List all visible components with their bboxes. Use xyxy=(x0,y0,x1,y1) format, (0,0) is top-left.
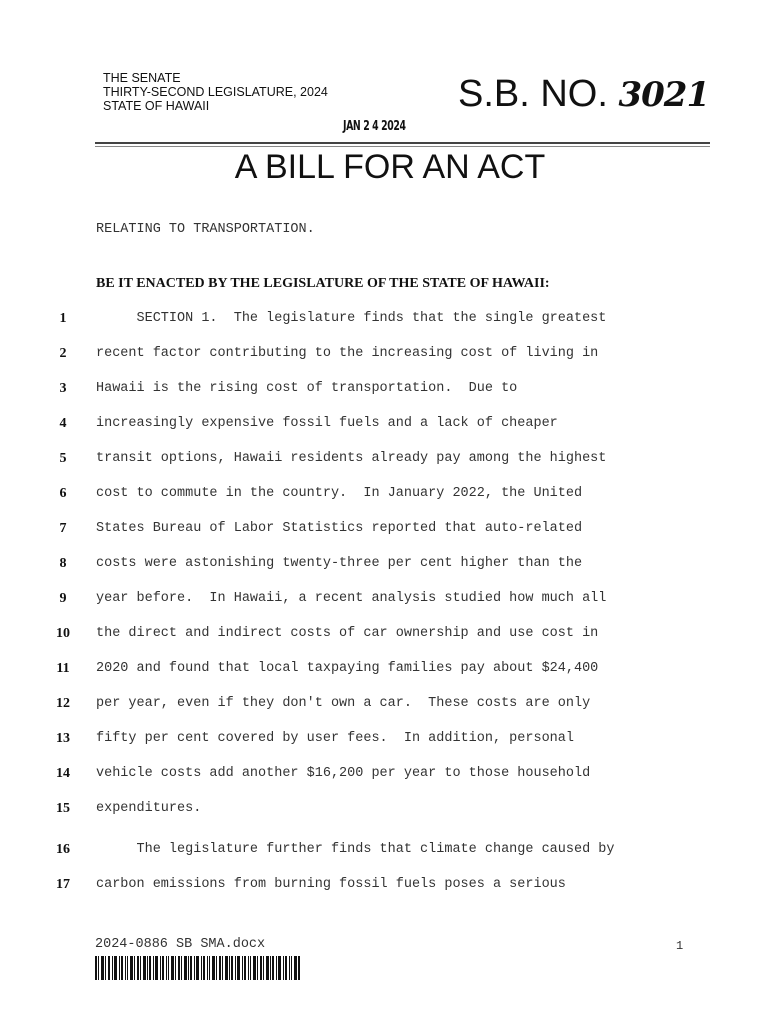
line-text: carbon emissions from burning fossil fuels poses a serious xyxy=(96,877,566,892)
numbered-line xyxy=(0,553,770,588)
line-number: 11 xyxy=(56,661,70,676)
line-text: fifty per cent covered by user fees. In addition, personal xyxy=(96,731,574,746)
numbered-line xyxy=(0,378,770,413)
line-text: SECTION 1. The legislature finds that the single greatest xyxy=(96,311,607,326)
handwritten-bill-number: 3021 xyxy=(618,75,710,115)
date-stamp: JAN 2 4 2024 xyxy=(343,119,406,134)
numbered-line xyxy=(0,448,770,483)
line-text: 2020 and found that local taxpaying families pay about $24,400 xyxy=(96,661,599,676)
numbered-line xyxy=(0,874,770,909)
numbered-line xyxy=(0,798,770,833)
numbered-line xyxy=(0,763,770,798)
numbered-line xyxy=(0,658,770,693)
numbered-line xyxy=(0,623,770,658)
line-number: 14 xyxy=(56,766,70,781)
numbered-line xyxy=(0,483,770,518)
line-number: 15 xyxy=(56,801,70,816)
line-text: costs were astonishing twenty-three per cent higher than the xyxy=(96,556,583,571)
line-text: per year, even if they don't own a car. These costs are only xyxy=(96,696,591,711)
line-text: increasingly expensive fossil fuels and a lack of cheaper xyxy=(96,416,558,431)
line-number: 17 xyxy=(56,877,70,892)
barcode-icon xyxy=(95,956,300,980)
numbered-line xyxy=(0,413,770,448)
line-number: 13 xyxy=(56,731,70,746)
bill-title: A BILL FOR AN ACT xyxy=(234,148,546,186)
numbered-line xyxy=(0,308,770,343)
line-number: 6 xyxy=(59,486,67,501)
numbered-line xyxy=(0,343,770,378)
enacting-clause: BE IT ENACTED BY THE LEGISLATURE OF THE STATE OF HAWAII: xyxy=(96,276,550,291)
line-text: Hawaii is the rising cost of transportation. Due to xyxy=(96,381,518,396)
bill-prefix: S.B. NO. xyxy=(458,73,608,115)
bill-header-info xyxy=(103,71,328,113)
line-text: vehicle costs add another $16,200 per year to those household xyxy=(96,766,591,781)
document-filename: 2024-0886 SB SMA.docx xyxy=(95,937,266,952)
line-text: recent factor contributing to the increasing cost of living in xyxy=(96,346,599,361)
line-text: The legislature further finds that climate change caused by xyxy=(96,842,615,857)
line-text: cost to commute in the country. In January 2022, the United xyxy=(96,486,583,501)
line-text: transit options, Hawaii residents already pay among the highest xyxy=(96,451,607,466)
line-number: 1 xyxy=(59,311,67,326)
line-number: 3 xyxy=(59,381,67,396)
line-number: 8 xyxy=(59,556,67,571)
legislature-label: THIRTY-SECOND LEGISLATURE, 2024 xyxy=(103,85,328,99)
line-number: 12 xyxy=(56,696,70,711)
line-text: the direct and indirect costs of car ownership and use cost in xyxy=(96,626,599,641)
numbered-line xyxy=(0,839,770,874)
line-text: expenditures. xyxy=(96,801,202,816)
line-number: 16 xyxy=(56,842,70,857)
numbered-line xyxy=(0,728,770,763)
numbered-line xyxy=(0,518,770,553)
line-number: 4 xyxy=(59,416,67,431)
line-number: 7 xyxy=(59,521,67,536)
numbered-line xyxy=(0,693,770,728)
line-number: 9 xyxy=(59,591,67,606)
state-label: STATE OF HAWAII xyxy=(103,99,210,113)
chamber-label: THE SENATE xyxy=(103,71,181,85)
line-text: year before. In Hawaii, a recent analysis studied how much all xyxy=(96,591,607,606)
numbered-line xyxy=(0,588,770,623)
bill-number-heading xyxy=(458,72,709,117)
line-number: 5 xyxy=(59,451,67,466)
line-number: 10 xyxy=(56,626,70,641)
relating-clause: RELATING TO TRANSPORTATION. xyxy=(96,222,315,237)
line-number: 2 xyxy=(59,346,67,361)
page-number: 1 xyxy=(676,939,684,953)
line-text: States Bureau of Labor Statistics reported that auto-related xyxy=(96,521,583,536)
